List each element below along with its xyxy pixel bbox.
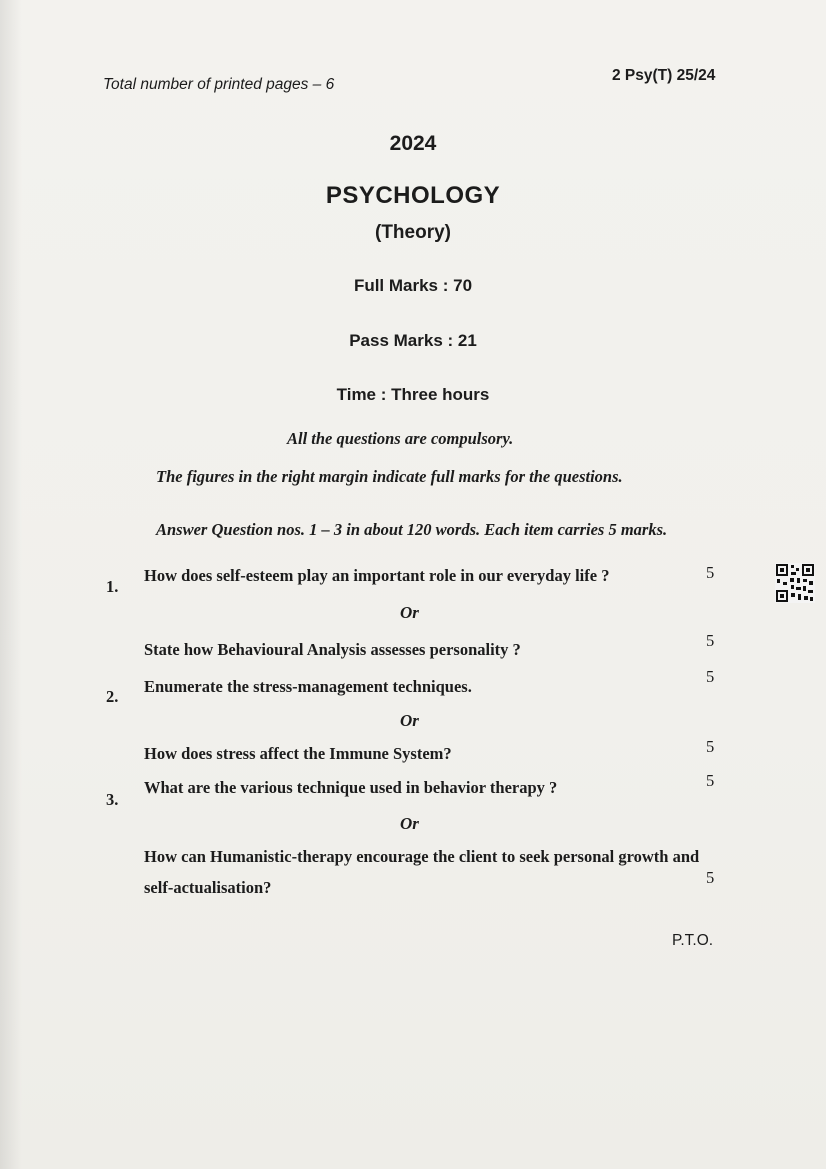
question-2-or: Or: [400, 711, 419, 730]
question-1-marks: 5: [706, 563, 715, 582]
question-3-text: What are the various technique used in behavior therapy ?: [144, 778, 558, 797]
instruction-compulsory: All the questions are compulsory.: [287, 429, 514, 448]
full-marks: Full Marks : 70: [353, 276, 473, 295]
question-3-marks: 5: [706, 771, 715, 790]
pass-marks: Pass Marks : 21: [349, 331, 477, 350]
printed-pages-note: Total number of printed pages – 6: [103, 76, 335, 93]
question-1-or: Or: [400, 603, 419, 622]
time-allowed: Time : Three hours: [336, 385, 490, 404]
question-3-alt-text-line1: How can Humanistic-therapy encourage the client to seek personal growth and: [144, 847, 700, 866]
exam-year: 2024: [389, 132, 437, 155]
question-3-or: Or: [400, 814, 419, 833]
pto-marker: P.T.O.: [672, 932, 714, 949]
question-1-alt-text: State how Behavioural Analysis assesses personality ?: [144, 640, 521, 659]
subject-title: PSYCHOLOGY: [325, 182, 501, 209]
page-edge-shadow: [0, 0, 22, 1169]
question-3-number: 3.: [106, 790, 119, 809]
question-3-alt-marks: 5: [706, 868, 715, 887]
question-1-alt-marks: 5: [706, 631, 715, 650]
question-1-number: 1.: [106, 577, 119, 596]
instruction-answer: Answer Question nos. 1 – 3 in about 120 words. Each item carries 5 marks.: [156, 520, 668, 539]
qr-code-icon: [775, 563, 815, 603]
instruction-marks: The figures in the right margin indicate full marks for the questions.: [156, 467, 623, 486]
paper-type: (Theory): [375, 222, 451, 243]
question-1-text: How does self-esteem play an important role in our everyday life ?: [144, 566, 610, 585]
question-3-alt-text-line2: self-actualisation?: [144, 878, 272, 897]
question-2-text: Enumerate the stress-management techniques.: [144, 677, 472, 696]
question-2-alt-marks: 5: [706, 737, 715, 756]
question-2-number: 2.: [106, 687, 119, 706]
question-2-marks: 5: [706, 667, 715, 686]
question-2-alt-text: How does stress affect the Immune System?: [144, 744, 452, 763]
paper-code: 2 Psy(T) 25/24: [612, 67, 716, 84]
